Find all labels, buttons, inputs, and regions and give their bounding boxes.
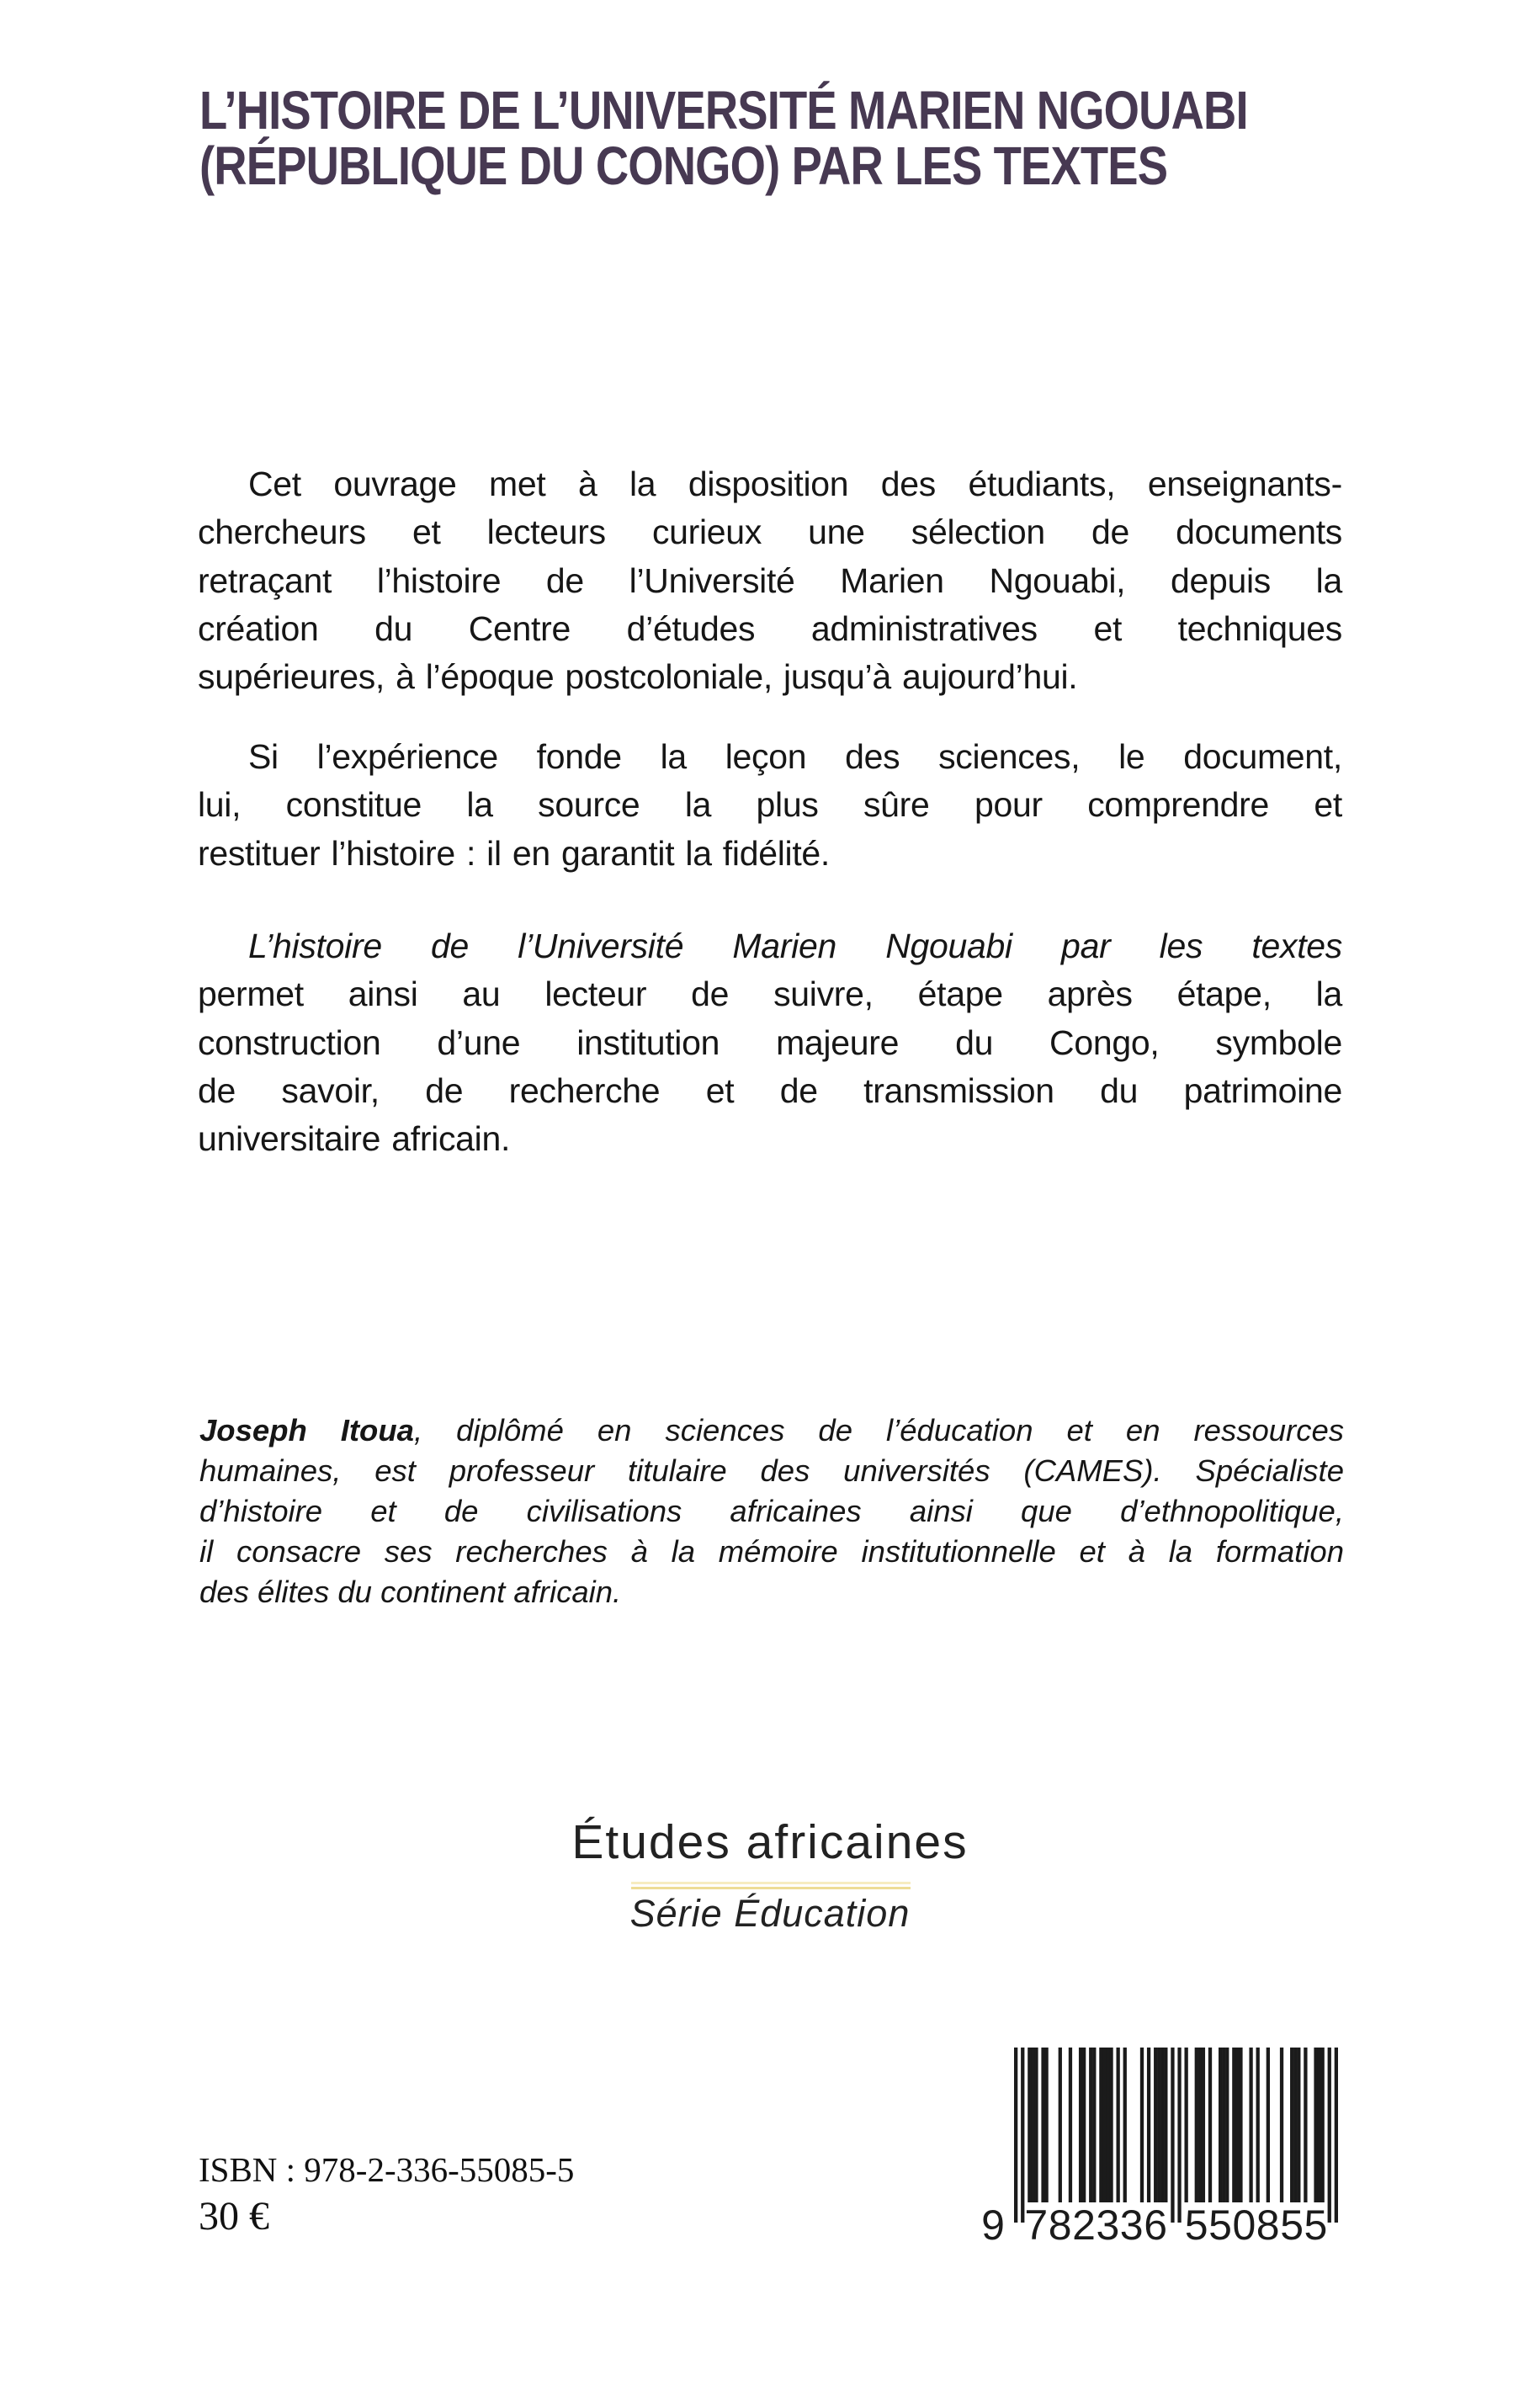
synopsis-line: permet ainsi au lecteur de suivre, étape après étape, la	[198, 975, 1342, 1014]
series-divider-rule	[631, 1882, 911, 1889]
svg-text:5: 5	[1184, 2202, 1208, 2244]
synopsis-line: universitaire africain.	[198, 1119, 511, 1159]
synopsis-paragraph	[198, 733, 1342, 878]
barcode-digits	[981, 2202, 1327, 2244]
svg-text:7: 7	[1024, 2202, 1049, 2244]
synopsis-paragraph	[198, 460, 1342, 701]
price-text: 30 €	[199, 2194, 269, 2239]
author-name: Joseph Itoua	[199, 1413, 414, 1447]
book-title-line-1: L’HISTOIRE DE L’UNIVERSITÉ MARIEN NGOUABI	[199, 80, 1248, 141]
synopsis-line: restituer l’histoire : il en garantit la fidélité.	[198, 833, 831, 873]
svg-text:0: 0	[1232, 2202, 1256, 2244]
synopsis-line: Si l’expérience fonde la leçon des sciences, le document,	[248, 737, 1342, 776]
synopsis-line: retraçant l’histoire de l’Université Marien Ngouabi, depuis la	[198, 560, 1342, 600]
svg-text:6: 6	[1144, 2202, 1168, 2244]
synopsis-line: création du Centre d’études administratives et techniques	[198, 608, 1342, 648]
barcode-bars	[1014, 2048, 1338, 2223]
svg-text:3: 3	[1119, 2202, 1144, 2244]
author-bio-line: d’histoire et de civilisations africaines ainsi que d’ethnopolitique,	[199, 1494, 1344, 1528]
synopsis-line: chercheurs et lecteurs curieux une sélection de documents	[198, 513, 1342, 552]
svg-text:9: 9	[981, 2202, 1005, 2244]
svg-text:8: 8	[1256, 2202, 1280, 2244]
author-bio-line: Joseph Itoua, diplômé en sciences de l’éducation et en ressources	[199, 1413, 1344, 1447]
series-subtitle: Série Éducation	[629, 1892, 911, 1935]
author-bio-line: humaines, est professeur titulaire des universités (CAMES). Spécialiste	[199, 1453, 1344, 1488]
synopsis-line: supérieures, à l’époque postcoloniale, jusqu’à aujourd’hui.	[198, 657, 1078, 697]
synopsis-line: lui, constitue la source la plus sûre pour comprendre et	[198, 785, 1342, 825]
svg-text:3: 3	[1096, 2202, 1120, 2244]
svg-text:8: 8	[1048, 2202, 1072, 2244]
synopsis-line: construction d’une institution majeure du Congo, symbole	[198, 1023, 1342, 1062]
author-bio-line: des élites du continent africain.	[199, 1575, 622, 1609]
author-bio	[199, 1410, 1344, 1612]
synopsis-line: de savoir, de recherche et de transmission du patrimoine	[198, 1070, 1342, 1110]
svg-text:5: 5	[1280, 2202, 1304, 2244]
svg-text:5: 5	[1304, 2202, 1328, 2244]
svg-text:2: 2	[1072, 2202, 1096, 2244]
synopsis-line: Cet ouvrage met à la disposition des étudiants, enseignants-	[248, 465, 1342, 503]
ean13-barcode	[976, 2048, 1346, 2244]
author-bio-line: il consacre ses recherches à la mémoire institutionnelle et à la formation	[199, 1534, 1344, 1569]
isbn-text: ISBN : 978-2-336-55085-5	[199, 2150, 575, 2189]
series-name: Études africaines	[571, 1815, 969, 1869]
book-title-line-2: (RÉPUBLIQUE DU CONGO) PAR LES TEXTES	[199, 135, 1168, 196]
synopsis-paragraph	[198, 922, 1342, 1163]
synopsis-line: L’histoire de l’Université Marien Ngouabi par les textes	[248, 927, 1342, 965]
svg-text:5: 5	[1208, 2202, 1232, 2244]
book-title	[199, 82, 1248, 194]
